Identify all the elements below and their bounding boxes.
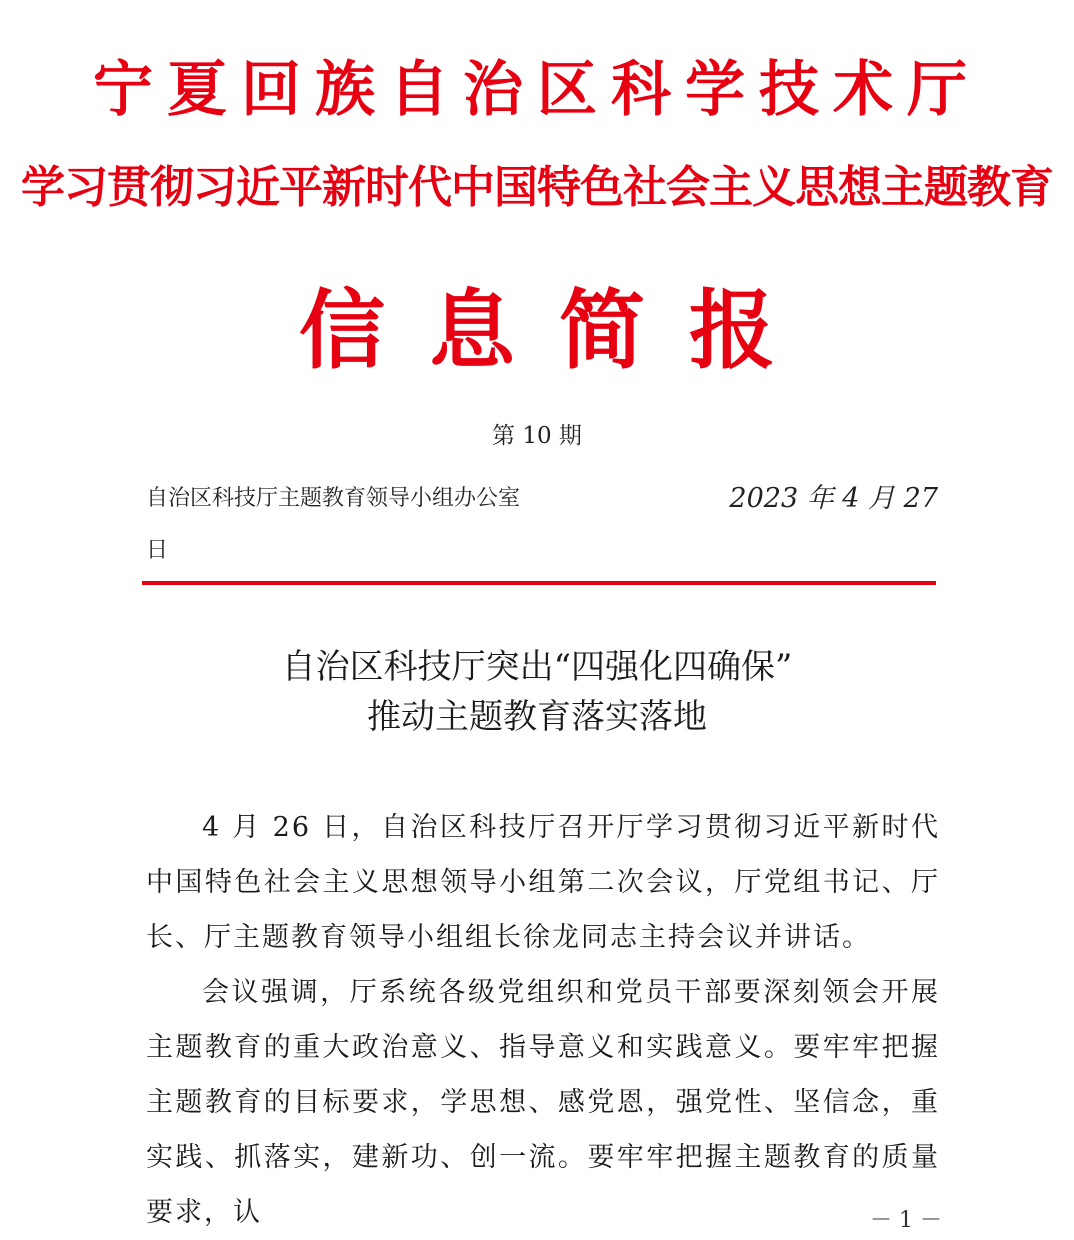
organization-title: 宁夏回族自治区科学技术厅: [93, 55, 981, 125]
campaign-subtitle: 学习贯彻习近平新时代中国特色社会主义思想主题教育: [21, 162, 1053, 213]
issue-date: 2023 年 4 月 27: [729, 483, 938, 514]
issuing-office: 自治区科技厅主题教育领导小组办公室: [146, 486, 521, 511]
article-title-line-2: 推动主题教育落实落地: [367, 697, 707, 737]
article-paragraph-1: 4 月 26 日，自治区科技厅召开厅学习贯彻习近平新时代中国特色社会主义思想领导小组第二次会议，厅党组书记、厅长、厅主题教育领导小组组长徐龙同志主持会议并讲话。: [146, 812, 940, 953]
red-divider-line: [142, 581, 936, 585]
article-body: [146, 800, 940, 1240]
issue-number: 第 10 期: [492, 423, 582, 449]
article-title-line-1: 自治区科技厅突出“四强化四确保”: [281, 647, 793, 687]
article-paragraph-2: 会议强调，厅系统各级党组织和党员干部要深刻领会开展主题教育的重大政治意义、指导意义和实践意义。要牢牢把握主题教育的目标要求，学思想、感党恩，强党性、坚信念，重实践、抓落实，建新功、创一流。要牢牢把握主题教育的质量要求，认: [146, 977, 940, 1228]
bulletin-masthead: 信息简报: [299, 281, 819, 381]
article-title: [0, 642, 1074, 742]
issue-date-tail: 日: [146, 538, 169, 563]
page-number: － 1 －: [870, 1208, 942, 1233]
